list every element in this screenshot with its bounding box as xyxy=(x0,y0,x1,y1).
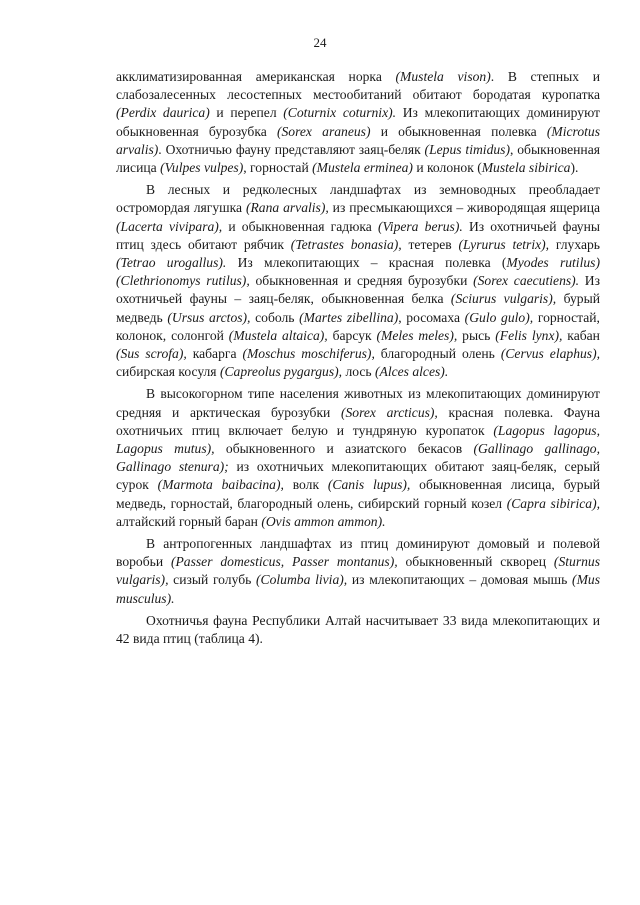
species-latin-name: (Martes zibellina) xyxy=(299,309,399,325)
species-latin-name: (Sturnus vulgaris), xyxy=(116,554,600,588)
text-run: В высокогорном типе населения животных из млекопитающих доминируют средняя и арктическая бурозубки xyxy=(116,386,600,420)
text-run: и колонок ( xyxy=(412,160,482,176)
species-latin-name: (Mustela vison) xyxy=(395,69,491,84)
species-latin-name: (Microtus arvalis) xyxy=(116,123,600,157)
text-run: бурый медведь xyxy=(116,291,600,325)
species-latin-name: (Columba livia), xyxy=(256,572,348,588)
text-run: благородный олень xyxy=(374,346,501,362)
species-latin-name: (Passer domesticus, Passer montanus), xyxy=(170,554,398,570)
text-run: из пресмыкающихся – живородящая ящерица xyxy=(328,200,601,216)
species-latin-name: (Cervus elaphus), xyxy=(500,346,600,362)
species-latin-name: (Sorex caecutiens). xyxy=(473,273,580,289)
text-run: горностай, колонок, солонгой xyxy=(116,309,600,343)
text-run: из охотничьих млекопитающих обитают заяц-беляк, серый сурок xyxy=(116,459,600,493)
text-run: алтайский горный баран xyxy=(116,513,262,529)
text-run: из млекопитающих – домовая мышь xyxy=(347,572,573,588)
text-run: кабан xyxy=(562,327,600,343)
text-run: , горностай xyxy=(243,160,313,176)
species-latin-name: (Sus scrofa), xyxy=(116,346,187,362)
species-latin-name: (Sciurus vulgaris), xyxy=(450,291,557,307)
species-latin-name: (Mustela altaica), xyxy=(228,327,328,343)
text-run: рысь xyxy=(457,327,496,343)
paragraph xyxy=(116,535,600,608)
species-latin-name: (Ovis ammon ammon). xyxy=(261,513,386,529)
text-run: тетерев xyxy=(401,236,459,252)
text-run: акклиматизированная американская норка xyxy=(116,69,396,84)
species-latin-name: (Mustela erminea) xyxy=(312,160,413,176)
text-run: глухарь xyxy=(549,236,600,252)
species-latin-name: (Capreolus pygargus), xyxy=(219,364,343,380)
text-run: Из охотничьей фауны птиц здесь обитают рябчик xyxy=(116,218,600,252)
species-latin-name: (Felis lynx), xyxy=(495,327,563,343)
species-latin-name: (Coturnix coturnix). xyxy=(283,105,397,121)
species-latin-name: (Perdix daurica) xyxy=(116,105,210,121)
species-latin-name: (Tetrastes bonasia), xyxy=(290,236,402,252)
text-run: и обыкновенная полевка xyxy=(370,123,547,139)
text-run: сибирская косуля xyxy=(116,364,220,380)
species-latin-name: (Canis lupus), xyxy=(327,477,411,493)
species-latin-name: (Sorex araneus) xyxy=(276,123,371,139)
species-latin-name: (Capra sibirica), xyxy=(506,495,601,511)
paragraph xyxy=(116,385,600,531)
species-latin-name: (Lepus timidus) xyxy=(424,141,510,157)
page-number: 24 xyxy=(313,35,327,50)
text-run: Из млекопитающих доминируют обыкновенная бурозубка xyxy=(116,105,600,139)
text-run: обыкновенная и средняя бурозубки xyxy=(249,273,474,289)
species-latin-name: (Gallinago gallinago, Gallinago stenura); xyxy=(116,441,600,475)
text-run: , росомаха xyxy=(398,309,465,325)
paragraph xyxy=(116,68,600,177)
text-run: и обыкновенная гадюка xyxy=(222,218,378,234)
text-run: обыкновенного и азиатского бекасов xyxy=(214,441,474,457)
text-run: Охотничья фауна Республики Алтай насчитывает 33 вида млекопитающих и 42 вида птиц (таблица 4). xyxy=(116,612,600,647)
body-text xyxy=(116,68,600,652)
text-run: лось xyxy=(342,364,375,380)
species-latin-name: (Ursus arctos), xyxy=(167,309,251,325)
paragraph xyxy=(116,612,600,648)
text-run: соболь xyxy=(250,309,300,325)
species-latin-name: (Rana arvalis), xyxy=(245,200,329,216)
text-run: и перепел xyxy=(209,105,284,121)
text-run: . В степных и слабозалесенных лесостепных местообитаний обитают бородатая куропатка xyxy=(116,69,600,103)
text-run: Из млекопитающих – красная полевка ( xyxy=(226,255,507,271)
species-latin-name: (Tetrao urogallus). xyxy=(116,255,227,271)
text-run: В антропогенных ландшафтах из птиц доминируют домовый и полевой воробьи xyxy=(116,536,600,570)
species-latin-name: (Meles meles), xyxy=(376,327,458,343)
text-run: обыкновенная лисица, бурый медведь, горностай, благородный олень, сибирский горный козел xyxy=(116,477,600,511)
species-latin-name: (Moschus moschiferus), xyxy=(242,346,375,362)
text-run: барсук xyxy=(327,327,377,343)
text-run: Из охотничьей фауны – заяц-беляк, обыкновенная белка xyxy=(116,273,600,307)
species-latin-name: (Lagopus lagopus, Lagopus mutus), xyxy=(116,422,600,457)
text-run: обыкновенный скворец xyxy=(397,554,554,570)
species-latin-name: (Sorex arcticus), xyxy=(340,404,438,420)
species-latin-name: (Mus musculus). xyxy=(116,572,600,606)
text-run: ). xyxy=(570,160,579,176)
text-run: кабарга xyxy=(186,346,243,362)
species-latin-name: (Vulpes vulpes) xyxy=(160,160,244,176)
text-run: красная полевка. Фауна охотничьих птиц включает белую и тундряную куропаток xyxy=(116,404,600,438)
species-latin-name: (Gulo gulo), xyxy=(464,309,534,325)
species-latin-name: (Marmota baibacina), xyxy=(157,477,284,493)
species-latin-name: Mustela sibirica xyxy=(481,160,571,176)
species-latin-name: (Vipera berus). xyxy=(377,218,463,234)
species-latin-name: Myodes rutilus) (Clethrionomys rutilus), xyxy=(116,255,600,289)
text-run: . Охотничью фауну представляют заяц-беляк xyxy=(158,141,425,157)
text-run: , обыкновенная лисица xyxy=(116,141,600,176)
species-latin-name: (Lyrurus tetrix), xyxy=(458,236,550,252)
species-latin-name: (Alces alces). xyxy=(375,364,449,380)
paragraph xyxy=(116,181,600,381)
species-latin-name: (Lacerta vivipara), xyxy=(116,218,223,234)
text-run: сизый голубь xyxy=(168,572,257,588)
text-run: волк xyxy=(283,477,328,493)
text-run: В лесных и редколесных ландшафтах из земноводных преобладает остромордая лягушка xyxy=(116,182,600,216)
